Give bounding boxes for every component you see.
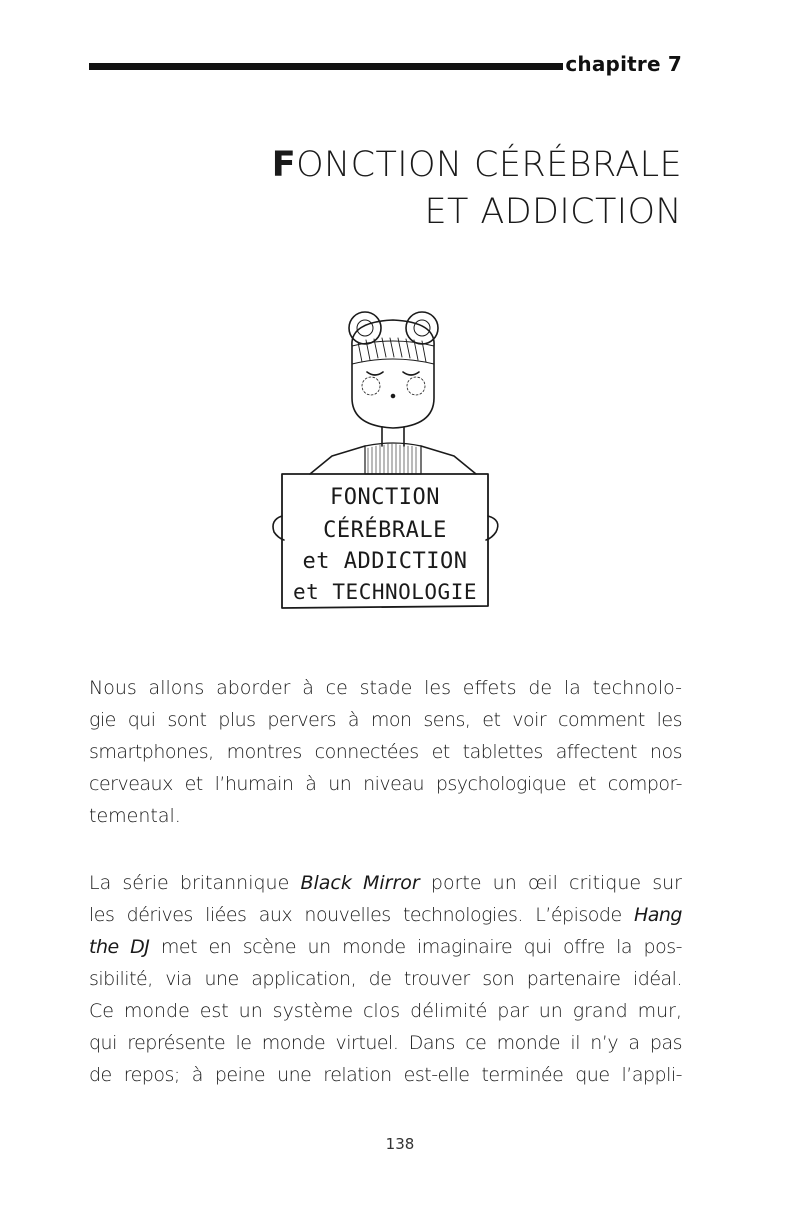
paragraph-2-line-2: les dérives liées aux nouvelles technologies. L’épisode Hang: [89, 904, 682, 926]
left-cheek: [362, 377, 380, 395]
right-arm: [421, 446, 476, 474]
right-cheek: [407, 377, 425, 395]
paragraph-2-line-5: Ce monde est un système clos délimité par un grand mur,: [89, 1000, 682, 1022]
show-title: Black Mirror: [300, 872, 420, 894]
episode-title-part-2: the DJ: [89, 936, 150, 958]
paragraph-2-line-4: sibilité, via une application, de trouver son partenaire idéal.: [89, 968, 682, 990]
title-line-1: ONCTION CÉRÉBRALE: [296, 145, 682, 185]
paragraph-1-line: smartphones, montres connectées et tablettes affectent nos: [89, 741, 682, 763]
chapter-label: chapitre 7: [565, 52, 682, 76]
title-initial: F: [271, 145, 297, 185]
paragraph-2-line-3: the DJ met en scène un monde imaginaire qui offre la pos-: [89, 936, 682, 958]
title-line-2: ET ADDICTION: [424, 192, 682, 232]
paragraph-1-line: temental.: [89, 805, 181, 827]
left-arm: [310, 446, 365, 474]
episode-title-part-1: Hang: [633, 904, 682, 926]
chapter-rule: [89, 63, 563, 70]
page-number: 138: [385, 1135, 415, 1153]
paragraph-2: [89, 867, 682, 1091]
paragraph-1-line: Nous allons aborder à ce stade les effets de la technolo-: [89, 677, 682, 699]
paragraph-1: [89, 672, 682, 832]
sign-line-4: et TECHNOLOGIE: [292, 580, 478, 604]
right-eye: [403, 372, 419, 375]
left-eye: [367, 372, 383, 375]
sign-line-2: CÉRÉBRALE: [323, 518, 447, 543]
paragraph-1-line: cerveaux et l’humain à un niveau psychologique et compor-: [89, 773, 682, 795]
left-hair-bun: [349, 312, 381, 344]
chapter-title: [122, 142, 682, 236]
paragraph-1-line: gie qui sont plus pervers à mon sens, et voir comment les: [89, 709, 682, 731]
paragraph-2-line-7: de repos; à peine une relation est-elle terminée que l’appli-: [89, 1064, 682, 1086]
sign-line-3: et ADDICTION: [302, 549, 468, 574]
paragraph-2-line-6: qui représente le monde virtuel. Dans ce monde il n’y a pas: [89, 1032, 682, 1054]
paragraph-2-line-1: La série britannique Black Mirror porte un œil critique sur: [89, 872, 682, 894]
sign-line-1: FONCTION: [330, 485, 440, 510]
mouth: [392, 395, 395, 398]
woman-holding-sign-illustration: [270, 306, 500, 614]
